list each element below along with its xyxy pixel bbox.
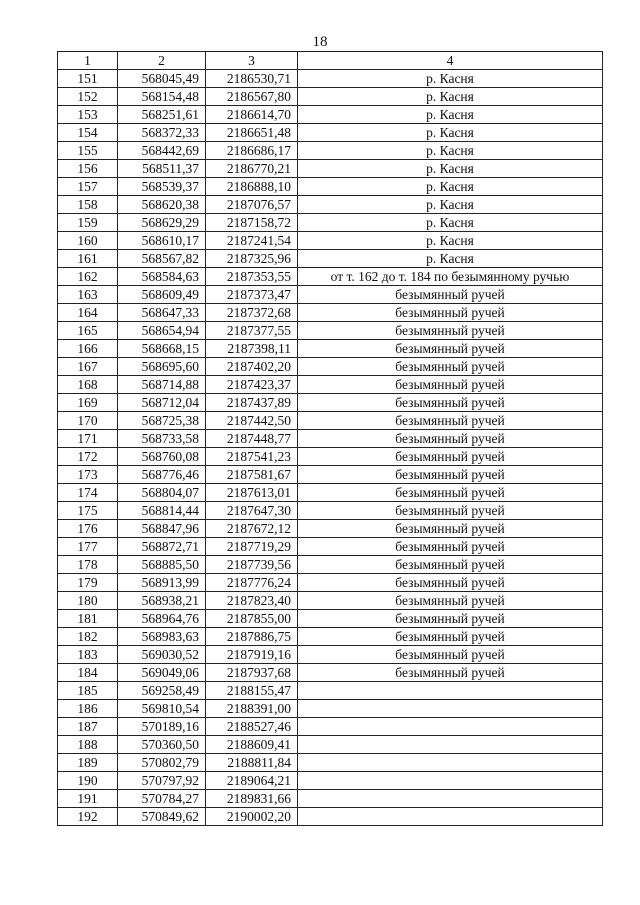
description-cell: безымянный ручей: [298, 322, 603, 340]
point-number-cell: 156: [58, 160, 118, 178]
y-coordinate-cell: 2187541,23: [206, 448, 298, 466]
x-coordinate-cell: 570189,16: [118, 718, 206, 736]
x-coordinate-cell: 569049,06: [118, 664, 206, 682]
table-row: [58, 754, 603, 772]
header-cell-4: 4: [298, 52, 603, 70]
point-number-cell: 179: [58, 574, 118, 592]
description-cell: р. Касня: [298, 106, 603, 124]
table-row: [58, 250, 603, 268]
table-row: [58, 502, 603, 520]
point-number-cell: 159: [58, 214, 118, 232]
description-cell: безымянный ручей: [298, 286, 603, 304]
table-row: [58, 70, 603, 88]
point-number-cell: 189: [58, 754, 118, 772]
table-row: [58, 304, 603, 322]
point-number-cell: 170: [58, 412, 118, 430]
description-cell: от т. 162 до т. 184 по безымянному ручью: [298, 268, 603, 286]
page-number: 18: [312, 34, 328, 50]
y-coordinate-cell: 2187855,00: [206, 610, 298, 628]
table-row: [58, 196, 603, 214]
description-cell: р. Касня: [298, 160, 603, 178]
x-coordinate-cell: 568629,29: [118, 214, 206, 232]
point-number-cell: 166: [58, 340, 118, 358]
table-row: [58, 430, 603, 448]
y-coordinate-cell: 2187158,72: [206, 214, 298, 232]
x-coordinate-cell: 568776,46: [118, 466, 206, 484]
x-coordinate-cell: 568654,94: [118, 322, 206, 340]
table-row: [58, 664, 603, 682]
description-cell: [298, 790, 603, 808]
table-row: [58, 682, 603, 700]
x-coordinate-cell: 568620,38: [118, 196, 206, 214]
y-coordinate-cell: 2186530,71: [206, 70, 298, 88]
x-coordinate-cell: 568695,60: [118, 358, 206, 376]
x-coordinate-cell: 568609,49: [118, 286, 206, 304]
table-row: [58, 736, 603, 754]
y-coordinate-cell: 2187647,30: [206, 502, 298, 520]
x-coordinate-cell: 568872,71: [118, 538, 206, 556]
x-coordinate-cell: 568760,08: [118, 448, 206, 466]
y-coordinate-cell: 2187448,77: [206, 430, 298, 448]
point-number-cell: 181: [58, 610, 118, 628]
x-coordinate-cell: 570797,92: [118, 772, 206, 790]
point-number-cell: 172: [58, 448, 118, 466]
table-row: [58, 214, 603, 232]
x-coordinate-cell: 570784,27: [118, 790, 206, 808]
table-row: [58, 286, 603, 304]
coordinates-table: [57, 51, 603, 826]
x-coordinate-cell: 569810,54: [118, 700, 206, 718]
y-coordinate-cell: 2186567,80: [206, 88, 298, 106]
description-cell: [298, 772, 603, 790]
point-number-cell: 162: [58, 268, 118, 286]
x-coordinate-cell: 568045,49: [118, 70, 206, 88]
description-cell: безымянный ручей: [298, 394, 603, 412]
description-cell: [298, 682, 603, 700]
table-row: [58, 646, 603, 664]
description-cell: [298, 736, 603, 754]
description-cell: безымянный ручей: [298, 538, 603, 556]
description-cell: р. Касня: [298, 250, 603, 268]
y-coordinate-cell: 2187372,68: [206, 304, 298, 322]
point-number-cell: 192: [58, 808, 118, 826]
y-coordinate-cell: 2186888,10: [206, 178, 298, 196]
x-coordinate-cell: 568442,69: [118, 142, 206, 160]
point-number-cell: 175: [58, 502, 118, 520]
table-row: [58, 376, 603, 394]
y-coordinate-cell: 2188811,84: [206, 754, 298, 772]
description-cell: р. Касня: [298, 88, 603, 106]
table-row: [58, 448, 603, 466]
x-coordinate-cell: 568511,37: [118, 160, 206, 178]
y-coordinate-cell: 2186651,48: [206, 124, 298, 142]
x-coordinate-cell: 568814,44: [118, 502, 206, 520]
description-cell: безымянный ручей: [298, 646, 603, 664]
point-number-cell: 152: [58, 88, 118, 106]
y-coordinate-cell: 2190002,20: [206, 808, 298, 826]
point-number-cell: 186: [58, 700, 118, 718]
description-cell: [298, 754, 603, 772]
point-number-cell: 153: [58, 106, 118, 124]
y-coordinate-cell: 2188391,00: [206, 700, 298, 718]
point-number-cell: 164: [58, 304, 118, 322]
point-number-cell: 173: [58, 466, 118, 484]
table-row: [58, 124, 603, 142]
y-coordinate-cell: 2187823,40: [206, 592, 298, 610]
x-coordinate-cell: 568733,58: [118, 430, 206, 448]
description-cell: безымянный ручей: [298, 556, 603, 574]
description-cell: р. Касня: [298, 232, 603, 250]
description-cell: р. Касня: [298, 196, 603, 214]
point-number-cell: 151: [58, 70, 118, 88]
table-row: [58, 808, 603, 826]
y-coordinate-cell: 2187672,12: [206, 520, 298, 538]
table-row: [58, 106, 603, 124]
x-coordinate-cell: 569030,52: [118, 646, 206, 664]
table-row: [58, 88, 603, 106]
y-coordinate-cell: 2187886,75: [206, 628, 298, 646]
description-cell: р. Касня: [298, 124, 603, 142]
y-coordinate-cell: 2187353,55: [206, 268, 298, 286]
table-row: [58, 142, 603, 160]
point-number-cell: 163: [58, 286, 118, 304]
description-cell: безымянный ручей: [298, 358, 603, 376]
table-row: [58, 574, 603, 592]
header-cell-2: 2: [118, 52, 206, 70]
table-row: [58, 700, 603, 718]
y-coordinate-cell: 2187325,96: [206, 250, 298, 268]
description-cell: безымянный ручей: [298, 412, 603, 430]
table-body: [58, 70, 603, 826]
y-coordinate-cell: 2187076,57: [206, 196, 298, 214]
point-number-cell: 167: [58, 358, 118, 376]
description-cell: безымянный ручей: [298, 484, 603, 502]
y-coordinate-cell: 2188527,46: [206, 718, 298, 736]
header-cell-3: 3: [206, 52, 298, 70]
table-row: [58, 322, 603, 340]
table-row: [58, 232, 603, 250]
table-row: [58, 520, 603, 538]
x-coordinate-cell: 568668,15: [118, 340, 206, 358]
x-coordinate-cell: 568725,38: [118, 412, 206, 430]
y-coordinate-cell: 2186686,17: [206, 142, 298, 160]
table-row: [58, 412, 603, 430]
y-coordinate-cell: 2187937,68: [206, 664, 298, 682]
x-coordinate-cell: 569258,49: [118, 682, 206, 700]
x-coordinate-cell: 568913,99: [118, 574, 206, 592]
y-coordinate-cell: 2187719,29: [206, 538, 298, 556]
description-cell: [298, 718, 603, 736]
point-number-cell: 185: [58, 682, 118, 700]
description-cell: безымянный ручей: [298, 520, 603, 538]
description-cell: [298, 808, 603, 826]
table-row: [58, 340, 603, 358]
description-cell: р. Касня: [298, 178, 603, 196]
description-cell: безымянный ручей: [298, 466, 603, 484]
x-coordinate-cell: 568964,76: [118, 610, 206, 628]
header-cell-1: 1: [58, 52, 118, 70]
y-coordinate-cell: 2187442,50: [206, 412, 298, 430]
point-number-cell: 178: [58, 556, 118, 574]
description-cell: безымянный ручей: [298, 592, 603, 610]
x-coordinate-cell: 568567,82: [118, 250, 206, 268]
table-row: [58, 394, 603, 412]
description-cell: безымянный ручей: [298, 376, 603, 394]
table-row: [58, 358, 603, 376]
table-header-row: [58, 52, 603, 70]
table-row: [58, 466, 603, 484]
point-number-cell: 176: [58, 520, 118, 538]
description-cell: безымянный ручей: [298, 304, 603, 322]
x-coordinate-cell: 568251,61: [118, 106, 206, 124]
point-number-cell: 160: [58, 232, 118, 250]
table-row: [58, 592, 603, 610]
x-coordinate-cell: 568712,04: [118, 394, 206, 412]
x-coordinate-cell: 568885,50: [118, 556, 206, 574]
y-coordinate-cell: 2187919,16: [206, 646, 298, 664]
point-number-cell: 188: [58, 736, 118, 754]
table-row: [58, 178, 603, 196]
point-number-cell: 161: [58, 250, 118, 268]
y-coordinate-cell: 2187739,56: [206, 556, 298, 574]
description-cell: безымянный ручей: [298, 574, 603, 592]
point-number-cell: 187: [58, 718, 118, 736]
table-row: [58, 772, 603, 790]
description-cell: р. Касня: [298, 214, 603, 232]
x-coordinate-cell: 568647,33: [118, 304, 206, 322]
description-cell: безымянный ручей: [298, 664, 603, 682]
x-coordinate-cell: 568714,88: [118, 376, 206, 394]
y-coordinate-cell: 2187423,37: [206, 376, 298, 394]
y-coordinate-cell: 2187398,11: [206, 340, 298, 358]
x-coordinate-cell: 568983,63: [118, 628, 206, 646]
x-coordinate-cell: 568847,96: [118, 520, 206, 538]
table-row: [58, 790, 603, 808]
y-coordinate-cell: 2187241,54: [206, 232, 298, 250]
y-coordinate-cell: 2189064,21: [206, 772, 298, 790]
x-coordinate-cell: 568584,63: [118, 268, 206, 286]
x-coordinate-cell: 568372,33: [118, 124, 206, 142]
table-row: [58, 484, 603, 502]
point-number-cell: 191: [58, 790, 118, 808]
x-coordinate-cell: 568938,21: [118, 592, 206, 610]
point-number-cell: 180: [58, 592, 118, 610]
point-number-cell: 183: [58, 646, 118, 664]
description-cell: безымянный ручей: [298, 430, 603, 448]
x-coordinate-cell: 568154,48: [118, 88, 206, 106]
description-cell: [298, 700, 603, 718]
description-cell: безымянный ручей: [298, 610, 603, 628]
point-number-cell: 171: [58, 430, 118, 448]
y-coordinate-cell: 2187776,24: [206, 574, 298, 592]
description-cell: безымянный ручей: [298, 628, 603, 646]
y-coordinate-cell: 2187377,55: [206, 322, 298, 340]
table-row: [58, 610, 603, 628]
y-coordinate-cell: 2186614,70: [206, 106, 298, 124]
y-coordinate-cell: 2187402,20: [206, 358, 298, 376]
y-coordinate-cell: 2187437,89: [206, 394, 298, 412]
table-row: [58, 628, 603, 646]
description-cell: р. Касня: [298, 142, 603, 160]
point-number-cell: 154: [58, 124, 118, 142]
point-number-cell: 184: [58, 664, 118, 682]
x-coordinate-cell: 568804,07: [118, 484, 206, 502]
description-cell: безымянный ручей: [298, 340, 603, 358]
description-cell: р. Касня: [298, 70, 603, 88]
point-number-cell: 168: [58, 376, 118, 394]
point-number-cell: 182: [58, 628, 118, 646]
table-row: [58, 538, 603, 556]
table-row: [58, 556, 603, 574]
point-number-cell: 190: [58, 772, 118, 790]
x-coordinate-cell: 568610,17: [118, 232, 206, 250]
x-coordinate-cell: 570802,79: [118, 754, 206, 772]
description-cell: безымянный ручей: [298, 448, 603, 466]
table-row: [58, 718, 603, 736]
point-number-cell: 177: [58, 538, 118, 556]
point-number-cell: 165: [58, 322, 118, 340]
y-coordinate-cell: 2189831,66: [206, 790, 298, 808]
point-number-cell: 169: [58, 394, 118, 412]
point-number-cell: 157: [58, 178, 118, 196]
y-coordinate-cell: 2187373,47: [206, 286, 298, 304]
description-cell: безымянный ручей: [298, 502, 603, 520]
x-coordinate-cell: 568539,37: [118, 178, 206, 196]
table-row: [58, 268, 603, 286]
y-coordinate-cell: 2187581,67: [206, 466, 298, 484]
point-number-cell: 155: [58, 142, 118, 160]
point-number-cell: 174: [58, 484, 118, 502]
point-number-cell: 158: [58, 196, 118, 214]
y-coordinate-cell: 2188155,47: [206, 682, 298, 700]
table-row: [58, 160, 603, 178]
y-coordinate-cell: 2188609,41: [206, 736, 298, 754]
y-coordinate-cell: 2187613,01: [206, 484, 298, 502]
y-coordinate-cell: 2186770,21: [206, 160, 298, 178]
x-coordinate-cell: 570360,50: [118, 736, 206, 754]
x-coordinate-cell: 570849,62: [118, 808, 206, 826]
